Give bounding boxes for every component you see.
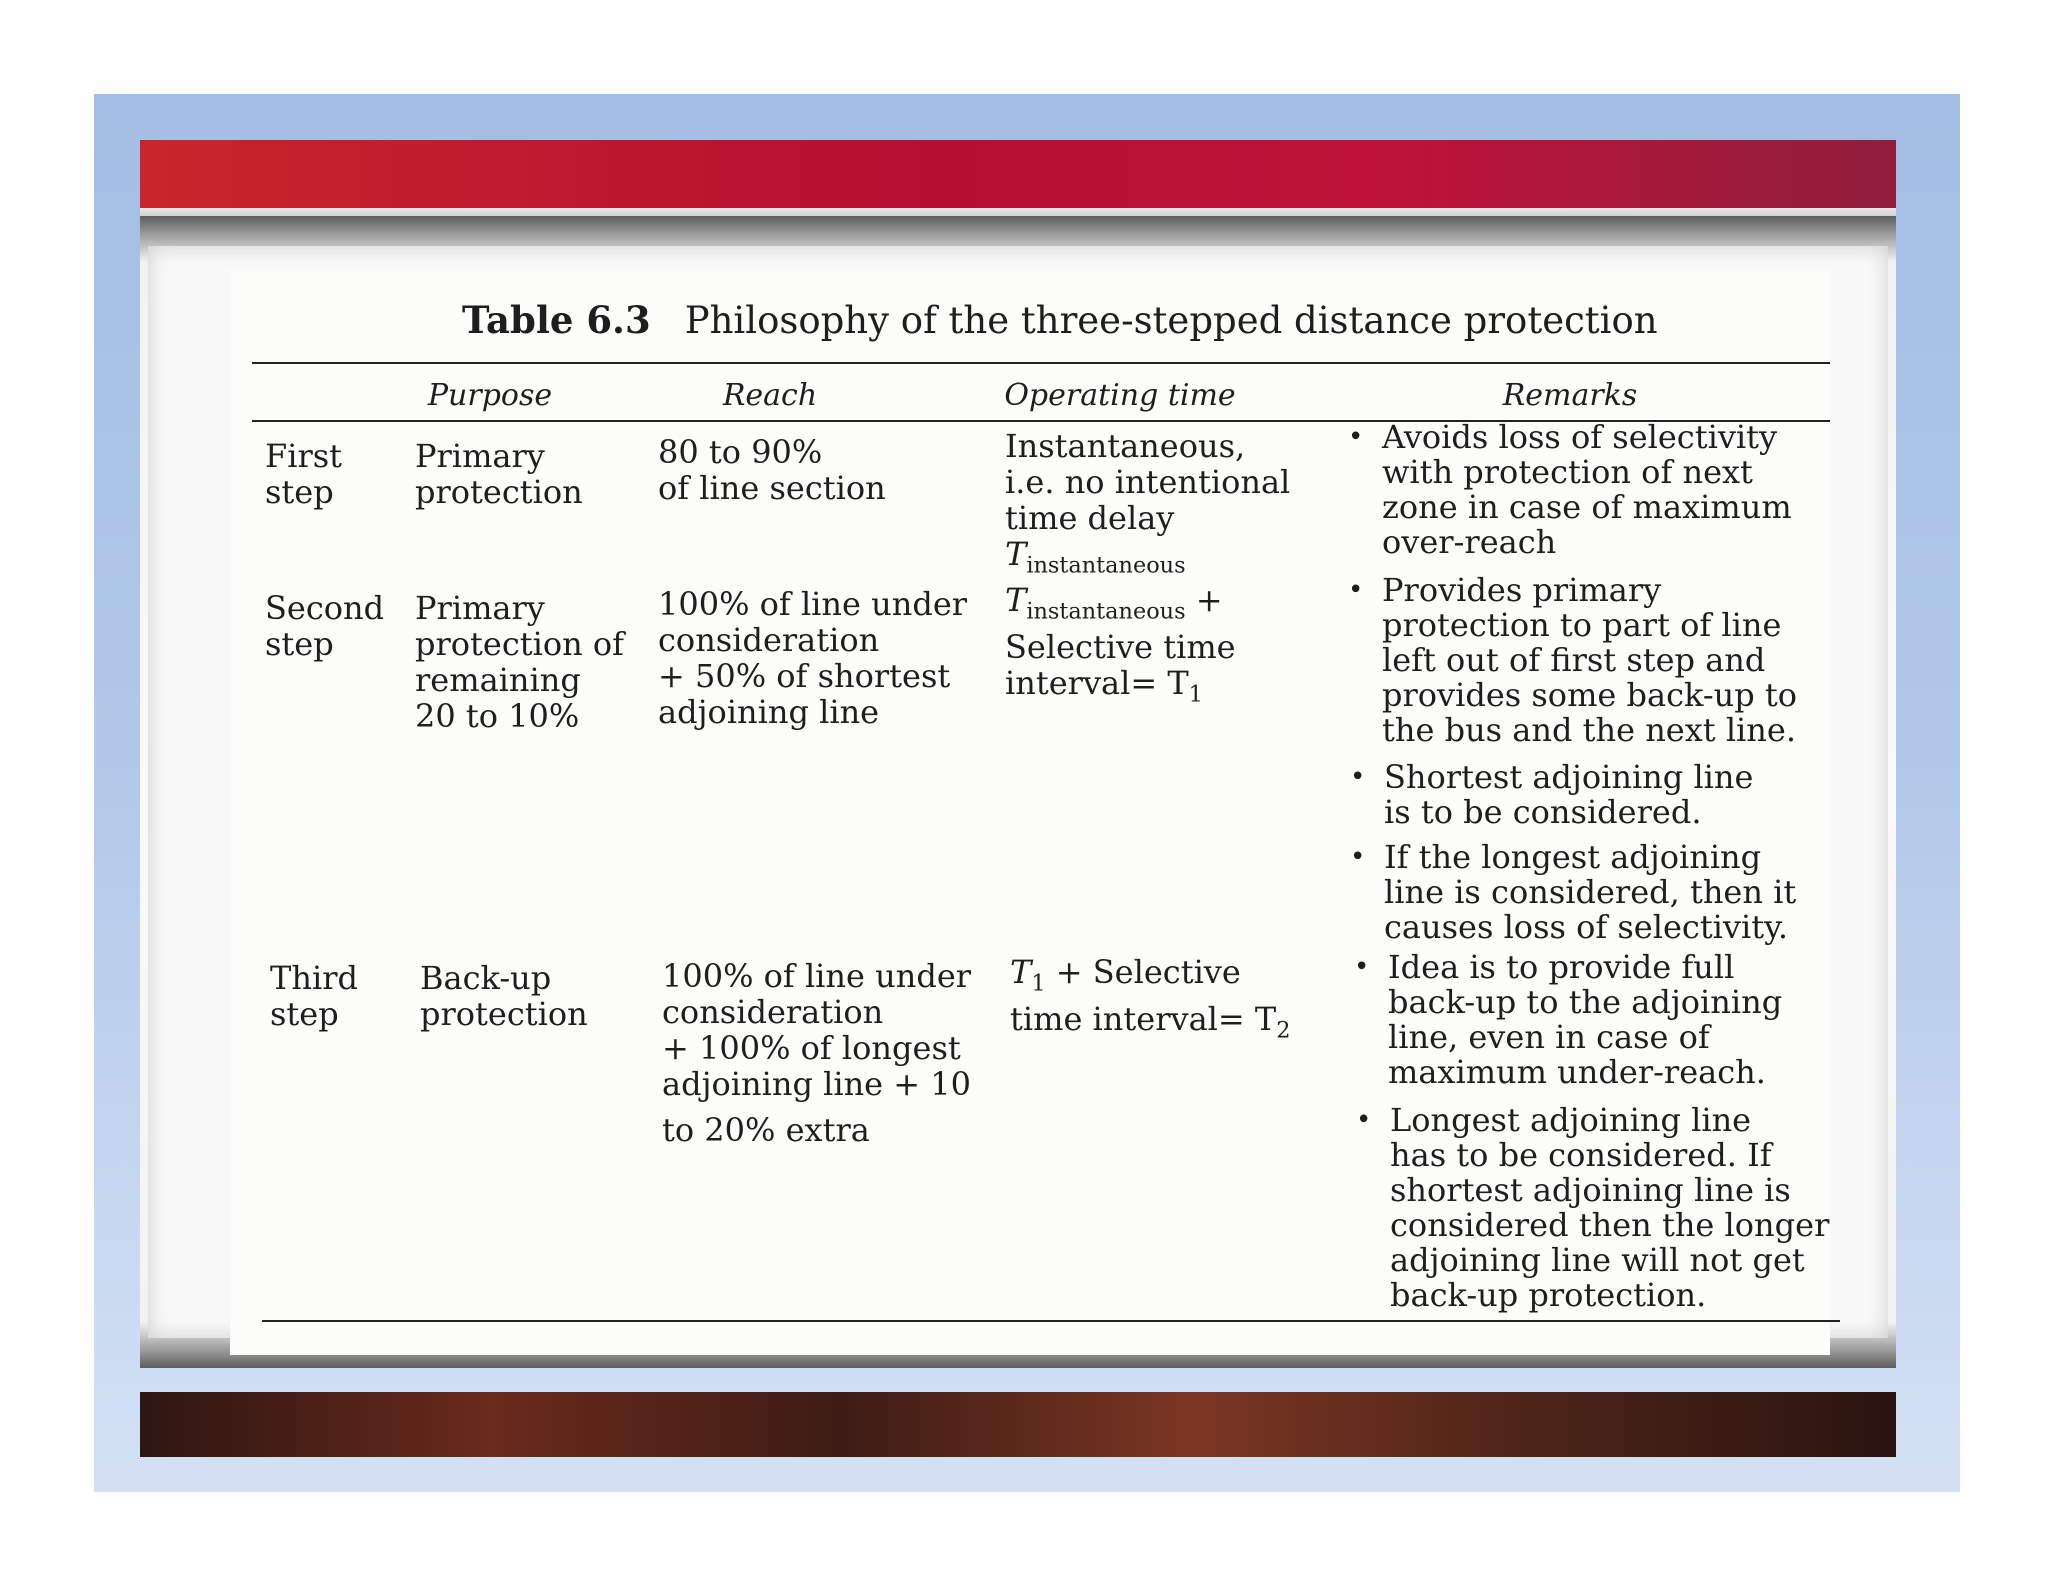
row1-reach: 80 to 90% of line section <box>658 433 886 507</box>
table-bottom-rule <box>262 1320 1840 1322</box>
bullet-icon: • <box>1350 842 1366 872</box>
row2-reach: 100% of line under consideration + 50% of shortest adjoining line <box>658 585 968 731</box>
row3-remark-2: • Longest adjoining line has to be considered. If shortest adjoining line is considered then the longer adjoining line will not get back-up protection. <box>1356 1101 1830 1314</box>
row2-operating-time: $T_{instantaneous}$ + Selective time interval= $T_1$ <box>1005 581 1236 708</box>
row2-remark-2: • Shortest adjoining line is to be considered. <box>1350 758 1754 831</box>
row3-reach: 100% of line under consideration + 100% of longest adjoining line + 10 to 20% extra <box>662 957 972 1149</box>
row3-purpose: Back-up protection <box>420 959 588 1033</box>
row2-remark-3: • If the longest adjoining line is considered, then it causes loss of selectivity. <box>1350 838 1797 946</box>
row2-step: Second step <box>265 589 385 663</box>
row1-step: First step <box>265 437 343 511</box>
header-reach: Reach <box>722 378 818 413</box>
table-title: Philosophy of the three-stepped distance protection <box>684 299 1658 342</box>
header-purpose: Purpose <box>427 378 553 413</box>
table-top-rule <box>252 362 1830 364</box>
slide-header-band <box>140 140 1896 208</box>
header-operating-time: Operating time <box>1004 378 1236 413</box>
row2-remark-1: • Provides primary protection to part of line left out of first step and provides some back-up to the bus and the next line. <box>1348 571 1798 749</box>
header-remarks: Remarks <box>1502 378 1638 413</box>
table-caption <box>462 298 1662 342</box>
bullet-icon: • <box>1348 575 1364 605</box>
row1-remark-1: • Avoids loss of selectivity with protection of next zone in case of maximum over-reach <box>1348 418 1792 561</box>
bullet-icon: • <box>1354 952 1370 982</box>
row2-purpose: Primary protection of remaining 20 to 10% <box>415 589 625 735</box>
bullet-icon: • <box>1356 1105 1372 1135</box>
scanned-table-page <box>230 270 1830 1355</box>
bullet-icon: • <box>1348 422 1364 452</box>
row3-step: Third step <box>270 959 358 1033</box>
row3-operating-time: $T_1$ + Selective time interval= $T_2$ <box>1010 953 1291 1044</box>
bullet-icon: • <box>1350 762 1366 792</box>
row1-purpose: Primary protection <box>415 437 583 511</box>
row1-operating-time: Instantaneous, i.e. no intentional time delay $T_{instantaneous}$ <box>1005 427 1291 579</box>
slide-header-divider <box>140 208 1896 216</box>
slide-footer-band <box>140 1392 1896 1457</box>
row3-remark-1: • Idea is to provide full back-up to the adjoining line, even in case of maximum under-reach. <box>1354 948 1783 1091</box>
table-label: Table 6.3 <box>462 298 651 342</box>
